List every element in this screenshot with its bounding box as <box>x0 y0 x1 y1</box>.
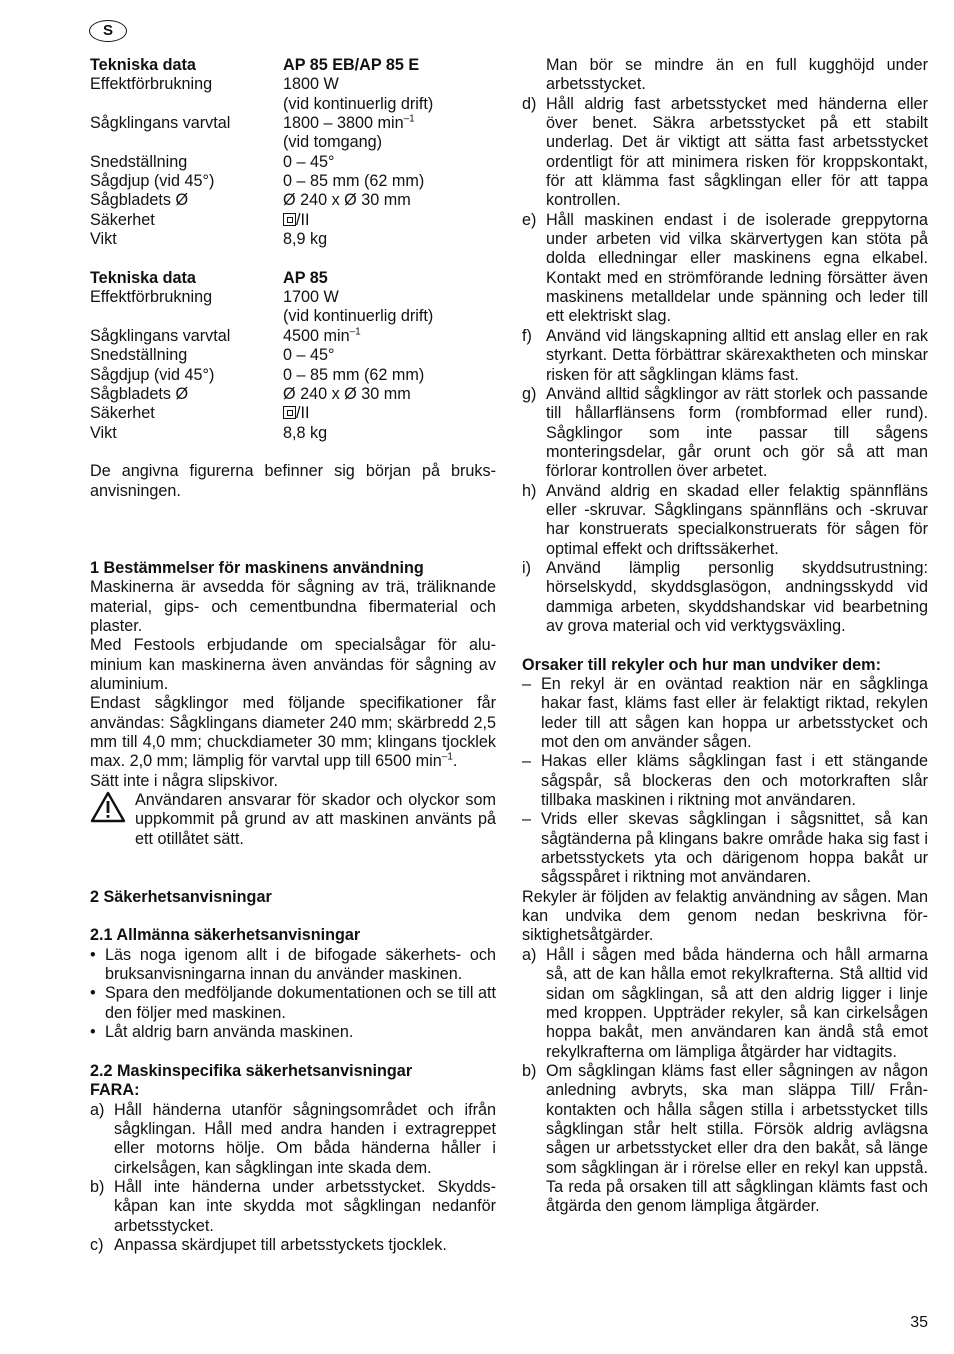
list-item: e) Håll maskinen endast i de isolerade greppytorna under arbeten vid vilka skärvertygen kan stöta på dolda elledningar eller maskinens egna elkabel. Kontakt med en strömförande ledning försätter även maskinens metalldelar unde spänning och leder till ett elektriskt slag. <box>522 210 928 326</box>
spec-label: Vikt <box>90 423 117 442</box>
paragraph: Rekyler är följden av felaktig användning av sågen. Man kan undvika dem genom nedan beskrivna försiktighetsåtgärder. <box>522 887 928 945</box>
spec-value: 4500 $\min^{-1}$ <box>283 326 361 345</box>
spec-label <box>90 307 283 326</box>
paragraph: Maskinerna är avsedda för sågning av trä, träliknande material, gips- och cementbundna fibermaterial och plaster. <box>90 578 496 635</box>
list-item: – En rekyl är en oväntad reaktion när en sågklinga hakar fast, kläms fast eller är felaktigt riktad, rekylen leder till att sågen kan hoppa ur arbetsstycket och mot den om använder sågen. <box>522 675 928 752</box>
spec-label <box>90 95 283 114</box>
tech-data-table-2 <box>90 269 496 443</box>
spec-label: Effektförbrukning <box>90 75 213 94</box>
section-1-heading: 1 Bestämmelser för maskinens användning <box>90 558 424 577</box>
spec-label: Sågdjup (vid 45°) <box>90 172 215 191</box>
spec-value: 8,9 kg <box>283 230 328 249</box>
spec-value: 0 – 45° <box>283 152 335 171</box>
spec-label: Säkerhet <box>90 210 155 229</box>
spec-label: Säkerhet <box>90 404 155 423</box>
section-2-heading: 2 Säkerhetsanvisningar <box>90 887 272 906</box>
list-item: f) Använd vid längskapning alltid ett anslag eller en rak styrkant. Detta förbättrar skärexaktheten och minskar risken för att sågklingan kläms fast. <box>522 326 928 384</box>
tech-data-title: Tekniska data <box>90 56 196 74</box>
spec-value: /II <box>283 211 496 230</box>
language-badge: S <box>89 20 127 42</box>
spec-label <box>90 133 283 152</box>
spec-value: (vid kontinuerlig drift) <box>283 307 434 326</box>
tech-data-title: Tekniska data <box>90 268 196 287</box>
figures-note: De angivna figurerna befinner sig början på bruksanvisningen. <box>90 462 496 500</box>
list-item: a) Håll händerna utanför sågningsområdet och ifrån sågklingan. Håll med andra handen i extragreppet eller motorns hölje. Om båda händerna håller i cirkelsågen, kan sågklingan inte skada dem. <box>90 1100 496 1177</box>
list-item: b) Håll inte händerna under arbetsstycket. Skyddskåpan kan inte skydda mot sågklingan nedanför arbetsstycket. <box>90 1177 496 1235</box>
section-2-2-heading: 2.2 Maskinspecifika säkerhetsanvisningar <box>90 1061 413 1080</box>
list-item: d) Håll aldrig fast arbetsstycket med händerna eller över benet. Säkra arbetsstycket på ett stabilt underlag. Det är viktigt att sätta fast arbetsstycket ordentligt för att minimera risken för kroppskontakt, för att klämma fast sågklingan eller för att tappa kontrollen. <box>522 94 928 210</box>
spec-value: 1700 W <box>283 288 339 307</box>
tech-data-table-1 <box>90 56 496 249</box>
list-item: • Spara den medföljande dokumentationen och se till att den följer med maskinen. <box>90 984 496 1022</box>
spec-label: Sågklingans varvtal <box>90 326 231 345</box>
spec-label: Snedställning <box>90 346 188 365</box>
bullet: • <box>90 1023 96 1042</box>
danger-label: FARA: <box>90 1081 140 1100</box>
warning-block <box>90 791 496 849</box>
spec-label: Sågklingans varvtal <box>90 114 231 133</box>
spec-value: 1800 W <box>283 75 339 94</box>
spec-value: 8,8 kg <box>283 423 328 442</box>
spec-label: Effektförbrukning <box>90 288 213 307</box>
spec-value: Ø 240 x Ø 30 mm <box>283 191 411 210</box>
spec-value: (vid tomgang) <box>283 133 382 152</box>
bullet: • <box>90 984 96 1003</box>
spec-label: Sågbladets Ø <box>90 384 189 403</box>
list-item: i) Använd lämplig personlig skyddsutrustning: hörselskydd, skyddsglasögon, andningsskydd vid dammiga arbeten, skyddshandskar vid bearbetning av grova material och vid verktygsväxling. <box>522 558 928 635</box>
tech-data-model: AP 85 EB/AP 85 E <box>283 56 420 74</box>
section-2-1-heading: 2.1 Allmänna säkerhetsanvisningar <box>90 926 361 945</box>
paragraph: Endast sågklingor med följande specifikationer får användas: Sågklingans diameter 240 mm; skärbredd 2,5 mm till 4,0 mm; chuckdiameter 30 mm; klingans tjocklek max. 2,0 mm; lämplig för varvtal upp till 6500 $\min^{-1}$. <box>90 694 496 771</box>
warning-triangle-icon <box>90 791 135 849</box>
spec-label: Sågbladets Ø <box>90 191 189 210</box>
list-item: g) Använd alltid sågklingor av rätt storlek och passande till hållarflänsens form (rombformad eller rund). Sågklingor som inte passar till sågens monteringsdelar, går orunt och gör så att man förlorar kontrollen över arbetet. <box>522 384 928 481</box>
list-item: a) Håll i sågen med båda händerna och håll armarna så, att de kan hålla emot rekylkrafterna. Stå alltid vid sidan om sågklingan, så att den aldrig ligger i linje med kroppen. Uppträder rekyler, så kan cirkelsågen hoppa bakåt, men användaren kan ändå stå emot rekylkrafterna om lämpliga åtgärder har vidtagits. <box>522 945 928 1061</box>
spec-value: 0 – 45° <box>283 346 335 365</box>
right-column <box>522 56 928 1217</box>
list-item: c) Anpassa skärdjupet till arbetsstyckets tjocklek. <box>90 1235 447 1254</box>
spec-value: 0 – 85 mm (62 mm) <box>283 365 425 384</box>
list-item: b) Om sågklingan kläms fast eller sågningen av någon anledning avbryts, ska man släppa Till/ Från-kontakten och hålla sågen stilla i arbetsstycket tills sågklingan står helt stilla. Försök aldrig avlägsna sågen ur arbetsstycket eller dra den bakåt, så länge som sågklingan är i rörelse eller en rekyl kan uppstå. Ta reda på orsaken till att sågklingan klämts fast och åtgärda den genom lämpliga åtgärder. <box>522 1061 928 1216</box>
spec-label: Snedställning <box>90 152 188 171</box>
spec-value: /II <box>283 404 496 423</box>
list-item: – Hakas eller kläms sågklingan fast i ett stängande sågspår, så blockeras den och motorkraften slår tillbaka maskinen i riktning mot användaren. <box>522 752 928 810</box>
paragraph: Med Festools erbjudande om specialsågar för aluminium kan maskinerna även användas för sågning av aluminium. <box>90 636 496 693</box>
spec-value: 1800 – 3800 $\min^{-1}$ <box>283 113 415 133</box>
spec-label: Vikt <box>90 230 117 249</box>
warning-text: Användaren ansvarar för skador och olyckor som uppkommit på grund av att maskinen använts på ett otillåtet sätt. <box>135 791 496 848</box>
left-column <box>90 56 496 1255</box>
spec-value: (vid kontinuerlig drift) <box>283 94 434 113</box>
spec-label: Sågdjup (vid 45°) <box>90 365 215 384</box>
tech-data-model: AP 85 <box>283 268 328 287</box>
double-insulation-icon <box>283 213 296 226</box>
list-item: • Låt aldrig barn använda maskinen. <box>90 1023 354 1042</box>
page-number: 35 <box>910 1314 928 1331</box>
list-item: – Vrids eller skevas sågklingan i sågsnittet, så kan sågtänderna på klingans bakre område haka sig fast i arbetsstyckets yta och därigenom hoppa bakåt ur sågsspåret i riktning mot användaren. <box>522 810 928 887</box>
list-item: h) Använd aldrig en skadad eller felaktig spännfläns eller -skruvar. Sågklingans spännfläns och -skruvar har konstruerats specialkonstruerats för sågen för optimal effekt och driftssäkerhet. <box>522 481 928 558</box>
kickback-heading: Orsaker till rekyler och hur man undviker dem: <box>522 655 881 674</box>
spec-value: 0 – 85 mm (62 mm) <box>283 172 425 191</box>
list-item-continued: Man bör se mindre än en full kugghöjd under arbetsstycket. <box>546 56 928 94</box>
bullet: • <box>90 945 96 964</box>
spec-value: Ø 240 x Ø 30 mm <box>283 384 411 403</box>
double-insulation-icon <box>283 406 296 419</box>
paragraph: Sätt inte i några slipskivor. <box>90 771 279 790</box>
list-item: • Läs noga igenom allt i de bifogade säkerhets- och bruksanvisningarna innan du använder maskinen. <box>90 945 496 984</box>
